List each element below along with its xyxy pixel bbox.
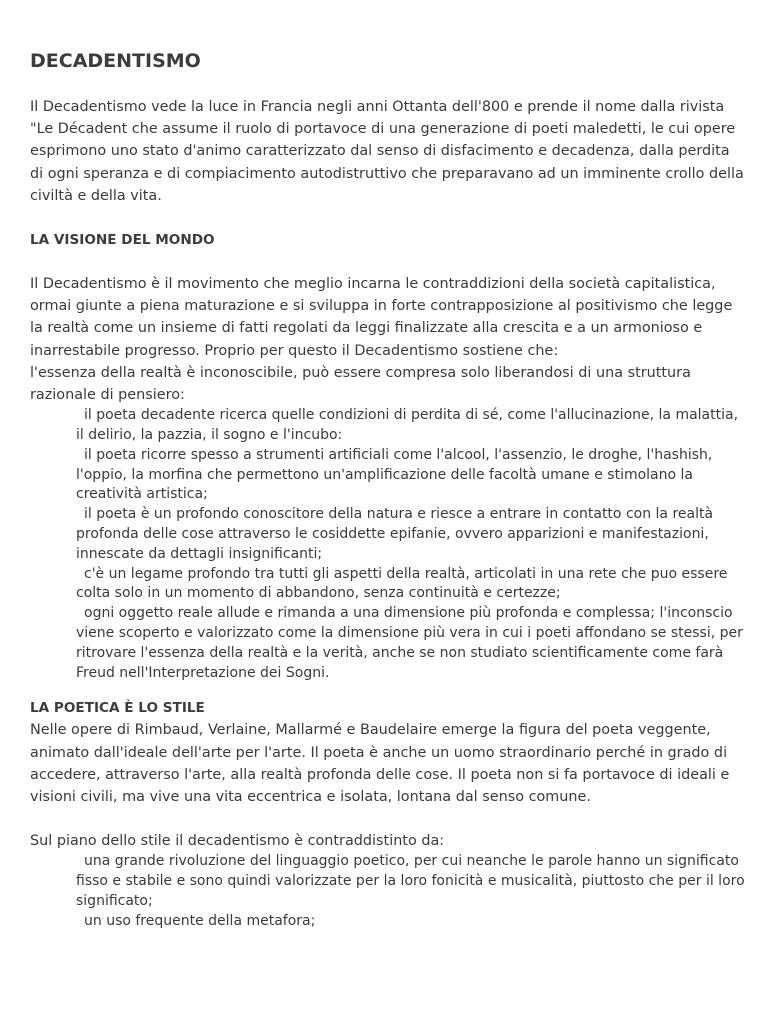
document-page <box>30 48 746 932</box>
list-item: un uso frequente della metafora; <box>84 912 316 929</box>
list-item: una grande rivoluzione del linguaggio poetico, per cui neanche le parole hanno un significato fisso e stabile e sono quindi valorizzate per la loro fonicità e musicalità, piuttosto che per il loro significato; <box>76 853 745 909</box>
stile-list <box>30 852 746 931</box>
spacer <box>30 207 746 229</box>
visione-list <box>30 406 746 683</box>
list-item: il poeta è un profondo conoscitore della natura e riesce a entrare in contatto con la realtà profonda delle cose attraverso le cosiddette epifanie, ovvero apparizioni e manifestazioni, innescate da dettagli insignificanti; <box>76 506 714 562</box>
stile-paragraph: Sul piano dello stile il decadentismo è contraddistinto da: <box>30 833 445 850</box>
visione-paragraph: Il Decadentismo è il movimento che meglio incarna le contraddizioni della società capitalistica, ormai giunte a piena maturazione e si sviluppa in forte contrapposizione al positivismo che legge la realtà come un insieme di fatti regolati da leggi finalizzate alla crescita e a un armonioso e inarrestabile progresso. Proprio per questo il Decadentismo sostiene che: <box>30 276 733 359</box>
visione-paragraph-2: l'essenza della realtà è inconoscibile, può essere compresa solo liberandosi di una struttura razionale di pensiero: <box>30 364 691 404</box>
list-item: il poeta decadente ricerca quelle condizioni di perdita di sé, come l'allucinazione, la malattia, il delirio, la pazzia, il sogno e l'incubo: <box>76 407 739 444</box>
poetica-paragraph: Nelle opere di Rimbaud, Verlaine, Mallarmé e Baudelaire emerge la figura del poeta veggente, animato dall'ideale dell'arte per l'arte. Il poeta è anche un uomo straordinario perché in grado di accedere, attraverso l'arte, alla realtà profonda delle cose. Il poeta non si fa portavoce di ideali e visioni civili, ma vive una vita eccentrica e isolata, lontana dal senso comune. <box>30 722 730 805</box>
spacer <box>30 683 746 697</box>
list-item: ogni oggetto reale allude e rimanda a una dimensione più profonda e complessa; l'inconscio viene scoperto e valorizzato come la dimensione più vera in cui i poeti affondano se stessi, per ritrovare l'essenza della realtà e la verità, anche se non studiato scientificamente come farà Freud nell'Interpretazione dei Sogni. <box>76 605 743 681</box>
spacer <box>30 251 746 273</box>
list-item: il poeta ricorre spesso a strumenti artificiali come l'alcool, l'assenzio, le droghe, l'hashish, l'oppio, la morfina che permettono un'amplificazione delle facoltà umane e stimolano la creatività artistica; <box>76 446 713 503</box>
section-heading-visione: LA VISIONE DEL MONDO <box>30 232 215 249</box>
spacer <box>30 808 746 830</box>
list-item: c'è un legame profondo tra tutti gli aspetti della realtà, articolati in una rete che puo essere colta solo in un momento di abbandono, senza continuità e certezze; <box>76 565 728 602</box>
intro-paragraph: Il Decadentismo vede la luce in Francia negli anni Ottanta dell'800 e prende il nome dalla rivista "Le Décadent che assume il ruolo di portavoce di una generazione di poeti maledetti, le cui opere esprimono uno stato d'animo caratterizzato dal senso di disfacimento e decadenza, dalla perdita di ogni speranza e di compiacimento autodistruttivo che preparavano ad un imminente crollo della civiltà e della vita. <box>30 99 744 204</box>
document-title: DECADENTISMO <box>30 50 201 72</box>
section-heading-poetica: LA POETICA È LO STILE <box>30 700 205 717</box>
